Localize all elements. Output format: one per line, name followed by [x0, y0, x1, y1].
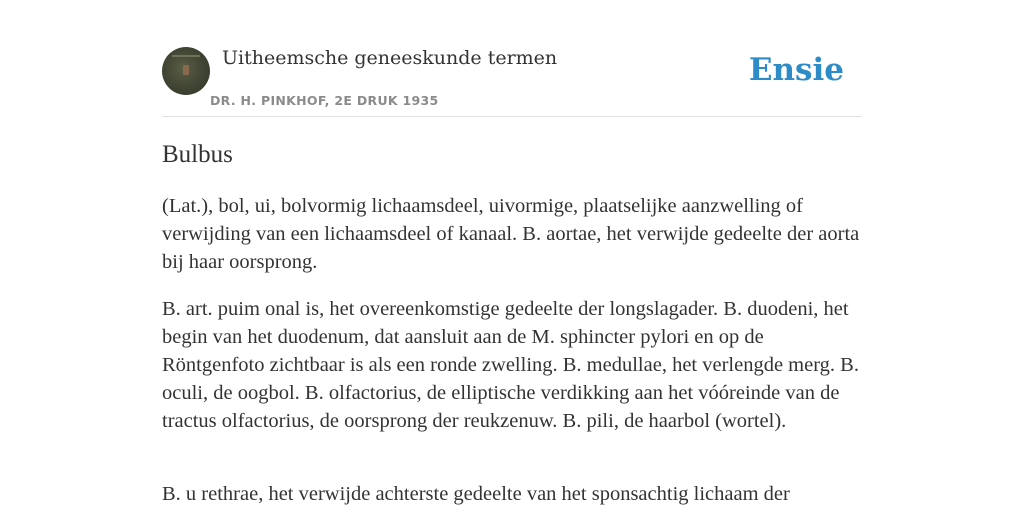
entry-paragraph: B. art. puim onal is, het overeenkomstige gedeelte der longslagader. B. duodeni, het begin van het duodenum, dat aansluit aan de M. sphincter pylori en op de Röntgenfoto zichtbaar is als een ronde zwelling. B. medullae, het verlengde merg. B. oculi, de oogbol. B. olfactorius, de elliptische verdikking aan het vóóreinde van de tractus olfactorius, de oorsprong der reukzenuw. B. pili, de haarbol (wortel).	[162, 298, 859, 432]
cover-band	[172, 55, 200, 57]
book-title[interactable]: Uitheemsche geneeskunde termen	[222, 47, 558, 69]
entry-paragraph: B. u rethrae, het verwijde achterste gedeelte van het sponsachtig lichaam der	[162, 483, 790, 505]
book-author: DR. H. PINKHOF, 2E DRUK 1935	[210, 93, 439, 108]
header	[162, 0, 862, 117]
book-cover-icon[interactable]	[162, 47, 210, 95]
ensie-logo[interactable]: Ensie	[748, 52, 844, 88]
entry-body	[162, 192, 862, 527]
entry-paragraph: (Lat.), bol, ui, bolvormig lichaamsdeel, uivormige, plaatselijke aanzwelling of verwijding van een lichaamsdeel of kanaal. B. aortae, het verwijde gedeelte der aorta bij haar oorsprong.	[162, 195, 860, 273]
cover-emblem	[183, 65, 189, 75]
entry-title: Bulbus	[162, 141, 233, 168]
page	[162, 0, 862, 505]
